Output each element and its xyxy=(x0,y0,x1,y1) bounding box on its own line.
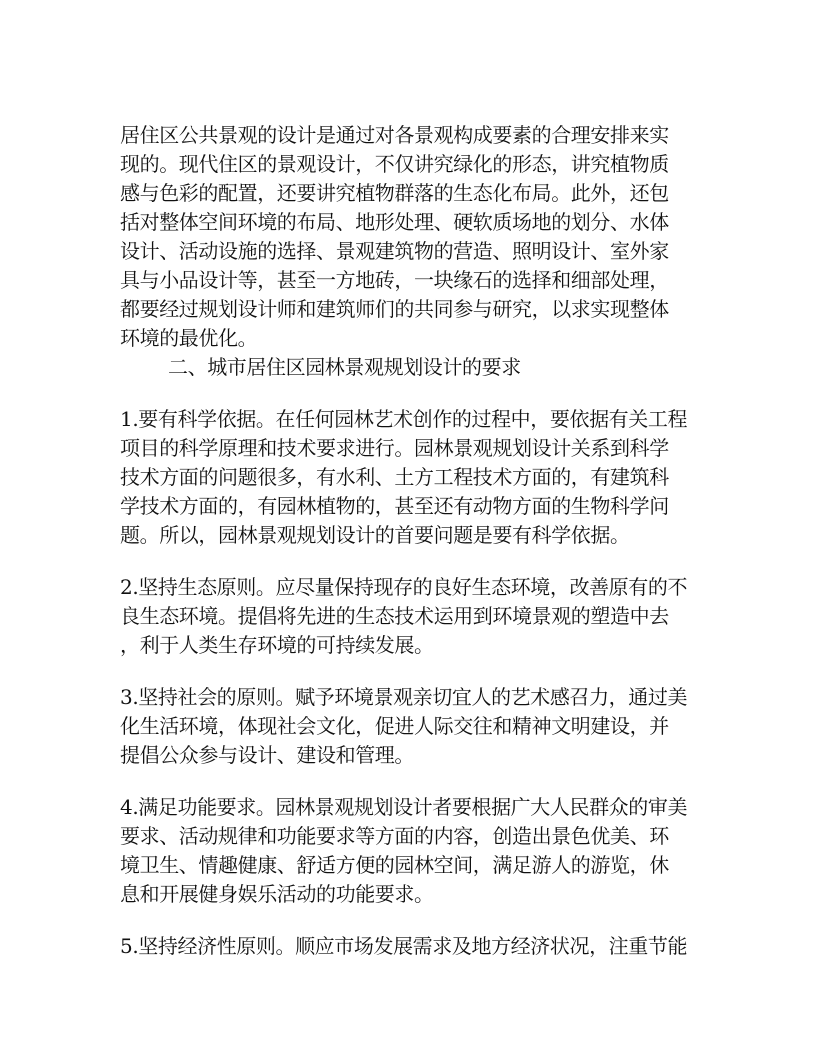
text-line: 化生活环境，体现社会文化，促进人际交往和精神文明建设，并 xyxy=(120,714,669,738)
section-heading: 二、城市居住区园林景观规划设计的要求 xyxy=(168,355,521,379)
text-line: ，利于人类生存环境的可持续发展。 xyxy=(120,633,434,657)
text-line: 要求、活动规律和功能要求等方面的内容，创造出景色优美、环 xyxy=(120,824,669,848)
text-line: 3.坚持社会的原则。赋予环境景观亲切宜人的艺术感召力，通过美 xyxy=(120,685,688,709)
text-line: 良生态环境。提倡将先进的生态技术运用到环境景观的塑造中去 xyxy=(120,604,669,628)
text-line: 4.满足功能要求。园林景观规划设计者要根据广大人民群众的审美 xyxy=(120,795,688,819)
text-line: 括对整体空间环境的布局、地形处理、硬软质场地的划分、水体 xyxy=(120,210,669,234)
text-line: 设计、活动设施的选择、景观建筑物的营造、照明设计、室外家 xyxy=(120,239,669,263)
text-line: 都要经过规划设计师和建筑师们的共同参与研究，以求实现整体 xyxy=(120,297,669,321)
text-line: 境卫生、情趣健康、舒适方便的园林空间，满足游人的游览，休 xyxy=(120,853,669,877)
text-line: 居住区公共景观的设计是通过对各景观构成要素的合理安排来实 xyxy=(120,123,669,147)
text-line: 技术方面的问题很多，有水利、土方工程技术方面的，有建筑科 xyxy=(120,465,669,489)
text-line: 学技术方面的，有园林植物的，甚至还有动物方面的生物科学问 xyxy=(120,494,669,518)
text-line: 感与色彩的配置，还要讲究植物群落的生态化布局。此外，还包 xyxy=(120,181,669,205)
text-line: 2.坚持生态原则。应尽量保持现存的良好生态环境，改善原有的不 xyxy=(120,575,688,599)
text-line: 题。所以，园林景观规划设计的首要问题是要有科学依据。 xyxy=(120,523,630,547)
text-line: 现的。现代住区的景观设计，不仅讲究绿化的形态，讲究植物质 xyxy=(120,152,669,176)
text-line: 提倡公众参与设计、建设和管理。 xyxy=(120,743,414,767)
text-line: 环境的最优化。 xyxy=(120,326,258,350)
text-line: 1.要有科学依据。在任何园林艺术创作的过程中，要依据有关工程 xyxy=(120,407,688,431)
text-line: 具与小品设计等，甚至一方地砖，一块缘石的选择和细部处理， xyxy=(120,268,669,292)
text-line: 息和开展健身娱乐活动的功能要求。 xyxy=(120,882,434,906)
text-line: 5.坚持经济性原则。顺应市场发展需求及地方经济状况，注重节能 xyxy=(120,934,688,958)
text-line: 项目的科学原理和技术要求进行。园林景观规划设计关系到科学 xyxy=(120,436,669,460)
